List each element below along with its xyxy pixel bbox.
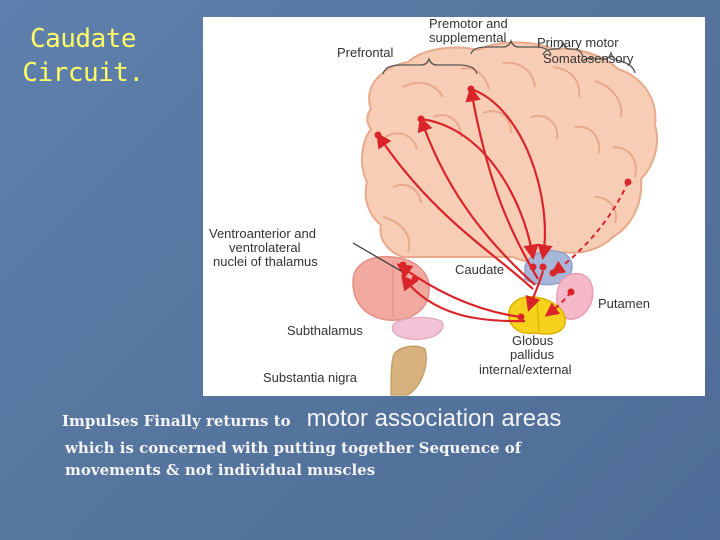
caption-line-1 (62, 405, 702, 433)
caudate-circuit-diagram (203, 17, 705, 396)
caption-emphasis: motor association areas (306, 405, 562, 432)
label-premotor-line1: Premotor and (429, 17, 508, 31)
caption (62, 405, 702, 481)
label-globus-line1: Globus (512, 333, 554, 348)
caption-line-3: movements & not individual muscles (65, 461, 376, 479)
label-premotor-line2: supplemental (429, 30, 507, 45)
cerebrum (362, 42, 657, 261)
label-globus-line2: pallidus (510, 347, 555, 362)
label-somatosensory: Somatosensory (543, 51, 634, 66)
slide-title (18, 22, 148, 90)
diagram-svg (203, 17, 705, 396)
label-primary-motor: Primary motor (537, 35, 619, 50)
label-globus-line3: internal/external (479, 362, 572, 377)
caption-lead: Impulses Finally returns to (62, 412, 291, 430)
caption-line-2: which is concerned with putting together Sequence of (65, 439, 522, 457)
label-thalamus-line1: Ventroanterior and (209, 226, 316, 241)
label-prefrontal: Prefrontal (337, 45, 394, 60)
thalamus (353, 257, 429, 321)
title-line-2: Circuit. (22, 58, 144, 88)
label-thalamus-line2: ventrolateral (229, 240, 301, 255)
title-line-1: Caudate (29, 24, 137, 54)
substantia-nigra (391, 346, 426, 395)
label-substantia-nigra: Substantia nigra (263, 370, 357, 385)
label-thalamus-line3: nuclei of thalamus (213, 254, 318, 269)
label-caudate: Caudate (455, 262, 505, 277)
label-putamen: Putamen (598, 296, 651, 311)
subthalamus (392, 318, 443, 340)
label-subthalamus: Subthalamus (287, 323, 363, 338)
caption-body (62, 437, 702, 481)
